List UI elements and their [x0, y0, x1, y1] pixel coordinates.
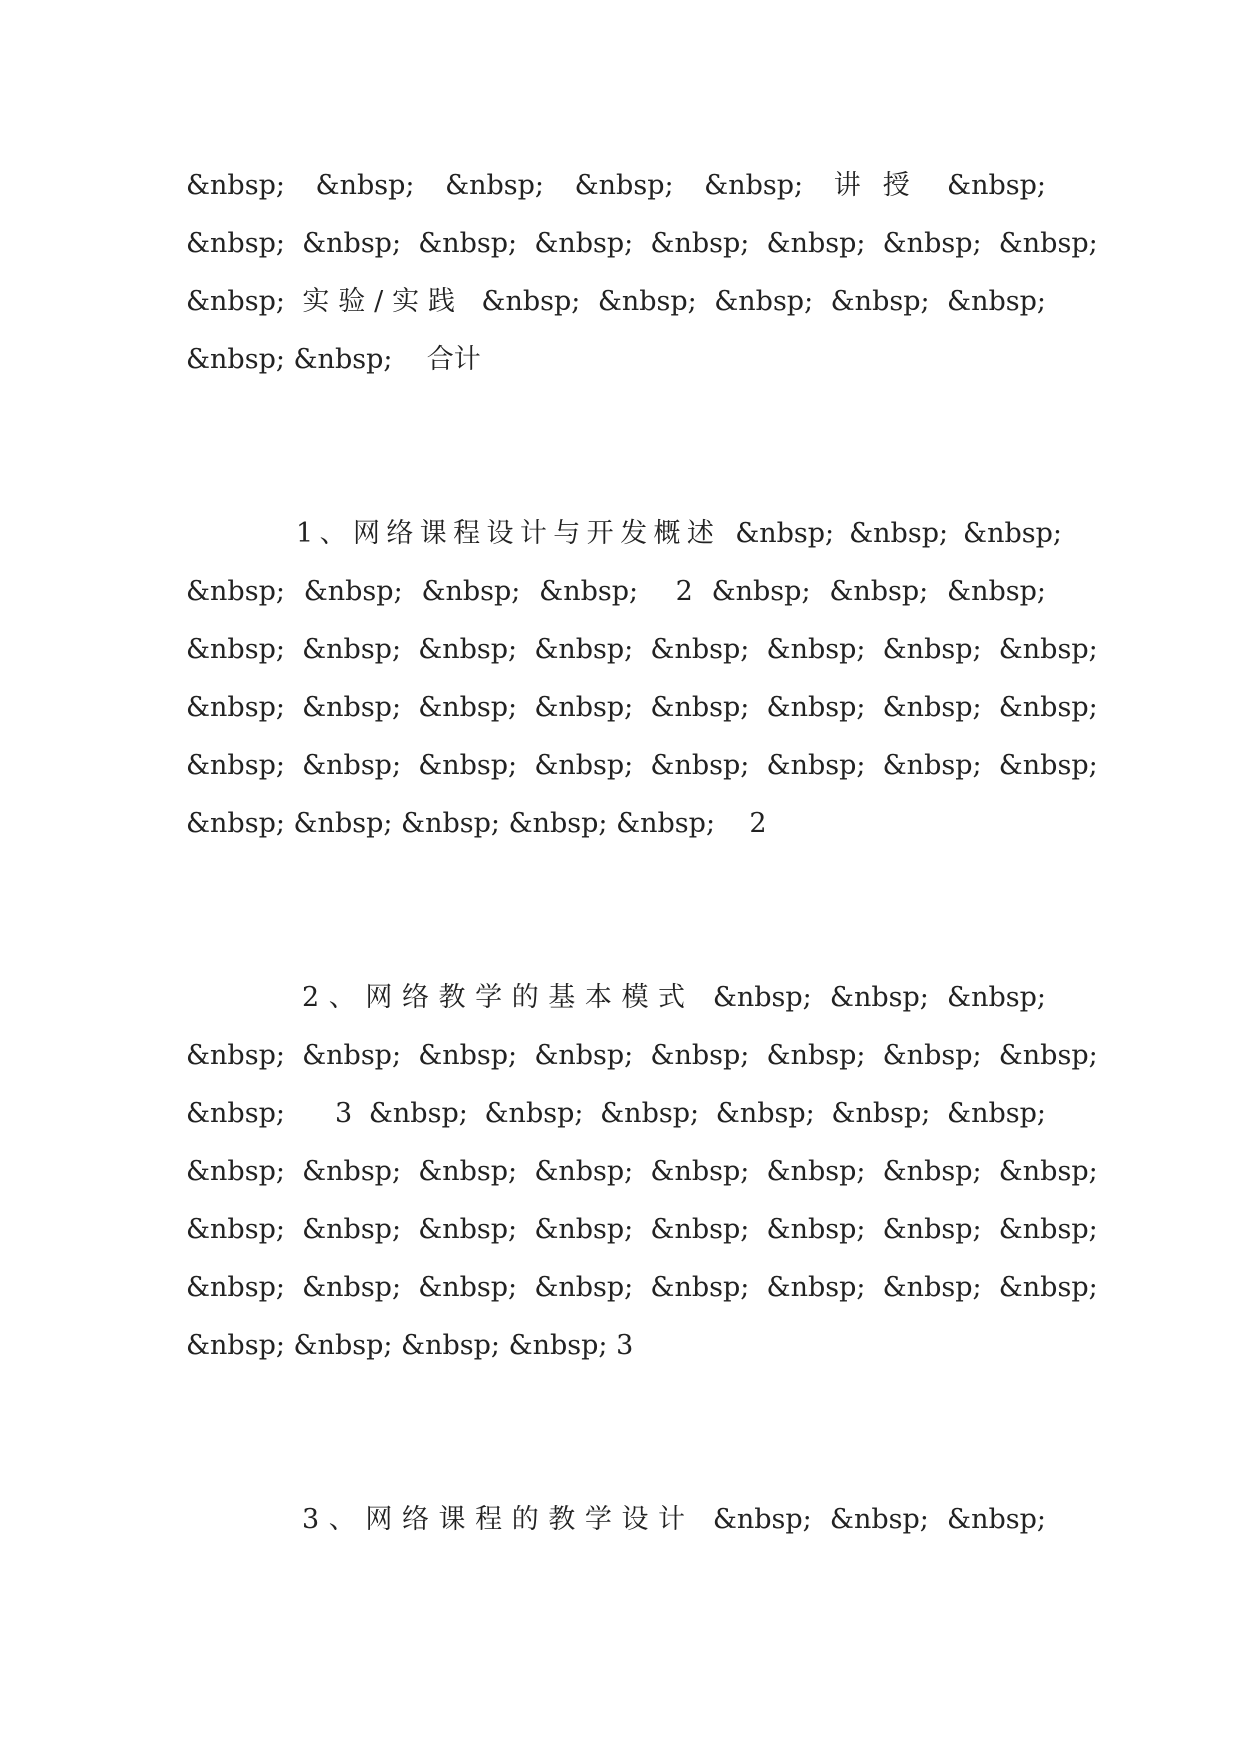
header-line-4: &nbsp; &nbsp; 合计	[186, 344, 481, 375]
item-2-line-7: &nbsp; &nbsp; &nbsp; &nbsp; 3	[186, 1330, 634, 1361]
item-2-title-line: 2、网络教学的基本模式 &nbsp; &nbsp; &nbsp;	[302, 982, 1046, 1013]
header-line-2: &nbsp; &nbsp; &nbsp; &nbsp; &nbsp; &nbsp; &nbsp; &nbsp;	[186, 228, 1098, 259]
item-2-line-4: &nbsp; &nbsp; &nbsp; &nbsp; &nbsp; &nbsp; &nbsp; &nbsp;	[186, 1156, 1098, 1187]
item-1-line-5: &nbsp; &nbsp; &nbsp; &nbsp; &nbsp; &nbsp; &nbsp; &nbsp;	[186, 750, 1098, 781]
item-1-title-line: 1、网络课程设计与开发概述 &nbsp; &nbsp; &nbsp;	[296, 518, 1062, 549]
item-1-line-2: &nbsp; &nbsp; &nbsp; &nbsp; 2 &nbsp; &nbsp; &nbsp;	[186, 576, 1046, 607]
item-2-line-3: &nbsp; 3 &nbsp; &nbsp; &nbsp; &nbsp; &nbsp; &nbsp;	[186, 1098, 1046, 1129]
item-1-line-4: &nbsp; &nbsp; &nbsp; &nbsp; &nbsp; &nbsp; &nbsp; &nbsp;	[186, 692, 1098, 723]
item-2-line-5: &nbsp; &nbsp; &nbsp; &nbsp; &nbsp; &nbsp; &nbsp; &nbsp;	[186, 1214, 1098, 1245]
item-1-line-6: &nbsp; &nbsp; &nbsp; &nbsp; &nbsp; 2	[186, 808, 767, 839]
header-line-3: &nbsp; 实验/实践 &nbsp; &nbsp; &nbsp; &nbsp; &nbsp;	[186, 286, 1046, 317]
item-2-line-2: &nbsp; &nbsp; &nbsp; &nbsp; &nbsp; &nbsp; &nbsp; &nbsp;	[186, 1040, 1098, 1071]
item-2-line-6: &nbsp; &nbsp; &nbsp; &nbsp; &nbsp; &nbsp; &nbsp; &nbsp;	[186, 1272, 1098, 1303]
header-line-1: &nbsp; &nbsp; &nbsp; &nbsp; &nbsp; 讲 授 &nbsp;	[186, 170, 1046, 201]
item-1-line-3: &nbsp; &nbsp; &nbsp; &nbsp; &nbsp; &nbsp; &nbsp; &nbsp;	[186, 634, 1098, 665]
item-3-title-line: 3、网络课程的教学设计 &nbsp; &nbsp; &nbsp;	[302, 1504, 1046, 1535]
